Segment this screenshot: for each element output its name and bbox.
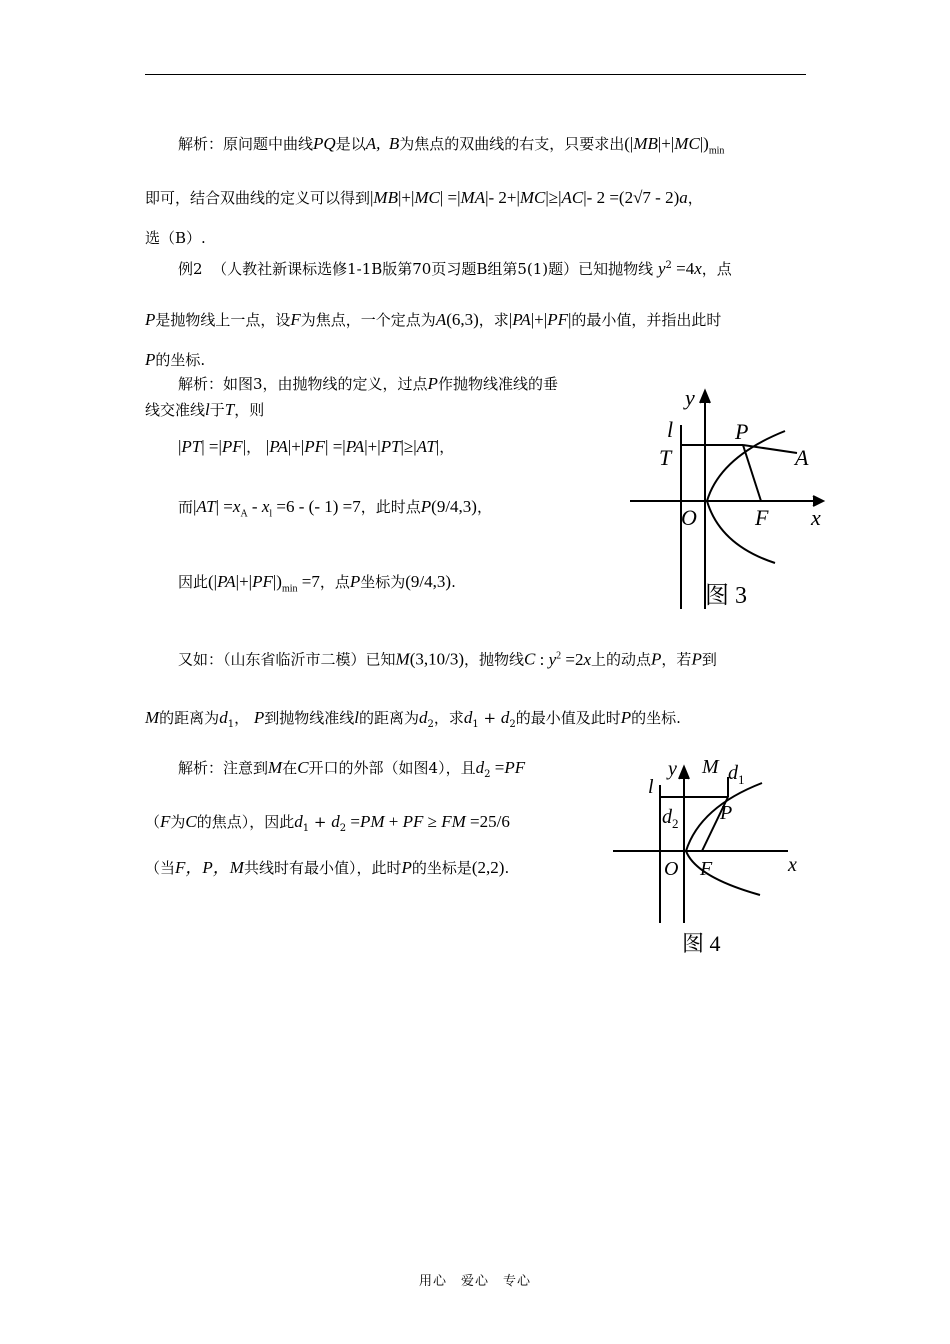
fig4-label-O: O <box>664 858 679 880</box>
text-line: |PT| =|PF|， |PA|+|PF| =|PA|+|PT|≥|AT|， <box>178 437 455 456</box>
fig3-caption: 图 3 <box>705 583 747 609</box>
text-line: 而$|AT| =x_A - x_l =6$ - (- 1) =7，此时点P(9/4,3)， <box>178 497 492 520</box>
fig4-label-F: F <box>700 858 713 880</box>
text-line: （F为C的焦点），因此$d_1 + d_2 =PM$ + PF ≥ FM =25/6 <box>145 812 510 834</box>
page-footer: 用心 爱心 专心 <box>418 1274 531 1289</box>
fig3-label-F: F <box>755 505 769 530</box>
text-line: （当F，P，M共线时有最小值），此时P的坐标是(2,2). <box>145 858 510 877</box>
fig4-label-d2: $d_2$ <box>662 806 679 831</box>
fig4-label-x: x <box>788 854 797 876</box>
text-line: 解析：原问题中曲线PQ是以A, B为焦点的双曲线的右支，只要求出$(|MB|+|MC|)_{min}$ <box>178 134 725 157</box>
text-line: P是抛物线上一点，设F为焦点，一个定点为A(6,3)，求|PA|+|PF|的最小值，并指出此时 <box>145 310 722 329</box>
fig4-caption: 图 4 <box>682 931 721 956</box>
fig3-label-T: T <box>659 445 672 470</box>
text-line: 即可，结合双曲线的定义可以得到|MB|+|MC| =|MA|- 2+|MC|≥|AC|- 2 =(2√7 - 2)a， <box>145 188 703 207</box>
text-line: 例2 （人教社新课标选修1-1B版第70页习题B组第5(1)题）已知抛物线 $y^2 =4x$，点 <box>178 259 732 278</box>
fig3-label-x: x <box>811 505 821 530</box>
fig3-label-A: A <box>795 445 809 470</box>
fig3-label-y: y <box>685 385 695 410</box>
fig3-label-l: l <box>667 417 674 442</box>
fig4-label-M: M <box>702 756 719 778</box>
text-segment: 解析：原问题中曲线 <box>178 135 314 153</box>
text-line: 又如：（山东省临沂市二模）已知M(3,10/3)，抛物线C : $y^2 =2x$上的动点P，若P到 <box>178 649 717 669</box>
fig4-label-d1: $d_1$ <box>728 762 745 787</box>
text-line: M的距离为$d_1$， P到抛物线准线l的距离为$d_2$，求$d_1 + d_2$的最小值及此时P的坐标. <box>145 708 681 730</box>
text-line: 线交准线l于T，则 <box>145 400 265 419</box>
figure-3 <box>625 385 835 615</box>
figure-4 <box>610 755 820 965</box>
text-line: 解析：注意到M在C开口的外部（如图4），且$d_2 =PF$ <box>178 758 526 780</box>
fig3-label-P: P <box>735 419 749 444</box>
fig4-label-l: l <box>648 776 654 798</box>
text-line: 选（B）. <box>145 229 206 247</box>
fig3-label-O: O <box>681 505 697 530</box>
text-line: 解析：如图3，由抛物线的定义，过点P作抛物线准线的垂 <box>178 374 558 393</box>
fig4-label-P: P <box>720 802 733 824</box>
text-line: P的坐标. <box>145 350 206 369</box>
header-rule <box>145 74 806 75</box>
text-line: 因此$(|PA|+|PF|)_{min} =7$，点P坐标为(9/4,3). <box>178 572 456 595</box>
fig4-label-y: y <box>668 758 677 780</box>
